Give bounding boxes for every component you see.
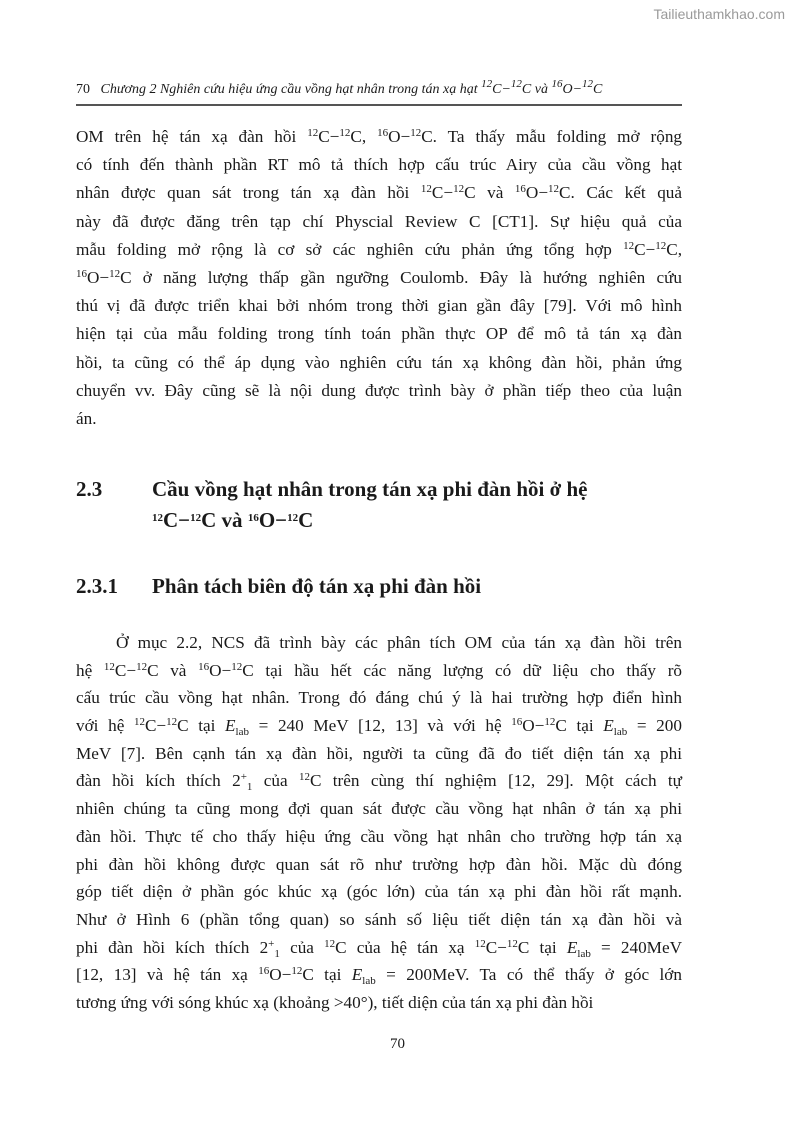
page-number: 70	[390, 1036, 405, 1052]
text-line: án.	[76, 408, 97, 428]
text-line: tương ứng với sóng khúc xạ (khoảng >40°), tiết diện của tán xạ phi đàn hồi	[76, 992, 594, 1012]
paragraph-1	[76, 123, 682, 433]
text-line: có tính đến thành phần RT mô tả thích hợp cấu trúc Airy của cầu vồng hạt	[76, 155, 682, 175]
text-line: đàn hồi. Thực tế cho thấy hiệu ứng cầu vồng hạt nhân cho trường hợp tán xạ	[76, 826, 682, 846]
text-line: cấu trúc cầu vồng hạt nhân. Trong đó đáng chú ý là hai trường hợp điển hình	[76, 688, 682, 708]
text-line: thú vị đã được triển khai bởi nhóm trong thời gian gần đây [79]. Với mô hình	[76, 296, 682, 316]
text-line: hiện tại của mẫu folding trong tính toán phần thực OP để mô tả tán xạ đàn	[76, 324, 682, 344]
header-title: Chương 2 Nghiên cứu hiệu ứng cầu vồng hạt nhân trong tán xạ hạt $^{12}$C−$^{12}$C và $^{16}$O−$^{12}$C	[100, 78, 603, 97]
text-line: Ở mục 2.2, NCS đã trình bày các phân tích OM của tán xạ đàn hồi trên	[116, 633, 682, 652]
text-line: phi đàn hồi không được quan sát rõ như trường hợp đàn hồi. Mặc dù đóng	[76, 854, 682, 874]
subsection-title: Phân tách biên độ tán xạ phi đàn hồi	[152, 574, 482, 598]
text-line: [12, 13] và hệ tán xạ $^{16}$O−$^{12}$C tại $E_{lab} = 200MeV$. Ta có thể thấy ở góc lớn	[76, 965, 682, 988]
text-line: nhiên chúng ta cũng mong đợi quan sát được cầu vồng hạt nhân ở tán xạ phi	[76, 799, 682, 819]
text-line: này đã được đăng trên tạp chí Physcial Review C [CT1]. Sự hiệu quả của	[76, 211, 682, 231]
header-rule	[76, 104, 682, 106]
text-line: mẫu folding mở rộng là cơ sở các nghiên cứu phản ứng tổng hợp $^{12}$C−$^{12}$C,	[76, 239, 682, 259]
subsection-number: 2.3.1	[76, 574, 118, 598]
text-line: đàn hồi kích thích $2^+_1$ của $^{12}$C trên cùng thí nghiệm [12, 29]. Một cách tự	[76, 771, 682, 794]
section-title-line1: Cầu vồng hạt nhân trong tán xạ phi đàn hồi ở hệ	[152, 477, 588, 501]
subsection-heading	[76, 574, 481, 599]
text-line: $^{16}$O−$^{12}$C ở năng lượng thấp gần ngưỡng Coulomb. Đây là hướng nghiên cứu	[76, 267, 682, 287]
text-line: MeV [7]. Bên cạnh tán xạ đàn hồi, người ta cũng đã đo tiết diện tán xạ phi	[76, 743, 682, 763]
section-number: 2.3	[76, 477, 103, 501]
text-line: hệ $^{12}$C−$^{12}$C và $^{16}$O−$^{12}$C tại hầu hết các năng lượng có dữ liệu cho thấy rõ	[76, 660, 683, 680]
paragraph-2	[76, 629, 682, 1017]
text-line: hồi, ta cũng có thể áp dụng vào nghiên cứu tán xạ không đàn hồi, phản ứng	[76, 352, 682, 372]
watermark: Tailieuthamkhao.com	[653, 6, 785, 22]
header-page-number: 70	[76, 82, 90, 97]
section-title-line2: $^{12}$C−$^{12}$C và $^{16}$O−$^{12}$C	[152, 508, 314, 532]
text-line: với hệ $^{12}$C−$^{12}$C tại $E_{lab} = 240$ MeV [12, 13] và với hệ $^{16}$O−$^{12}$C tại $E_{lab} = 200$	[76, 716, 682, 739]
text-line: góp tiết diện ở phần góc khúc xạ (góc lớn) của tán xạ phi đàn hồi rất mạnh.	[76, 882, 682, 902]
text-line: Như ở Hình 6 (phần tổng quan) so sánh số liệu tiết diện tán xạ đàn hồi và	[76, 909, 682, 929]
text-line: nhân được quan sát trong tán xạ đàn hồi $^{12}$C−$^{12}$C và $^{16}$O−$^{12}$C. Các kết quả	[76, 183, 683, 203]
running-header	[76, 78, 682, 98]
text-line: chuyển vv. Đây cũng sẽ là nội dung được trình bày ở phần tiếp theo của luận	[76, 380, 682, 400]
text-line: phi đàn hồi kích thích $2^+_1$ của $^{12}$C của hệ tán xạ $^{12}$C−$^{12}$C tại $E_{lab} = 240MeV$	[76, 937, 682, 960]
text-line: OM trên hệ tán xạ đàn hồi $^{12}$C−$^{12}$C, $^{16}$O−$^{12}$C. Ta thấy mẫu folding mở rộng	[76, 127, 683, 146]
section-heading	[76, 477, 587, 533]
